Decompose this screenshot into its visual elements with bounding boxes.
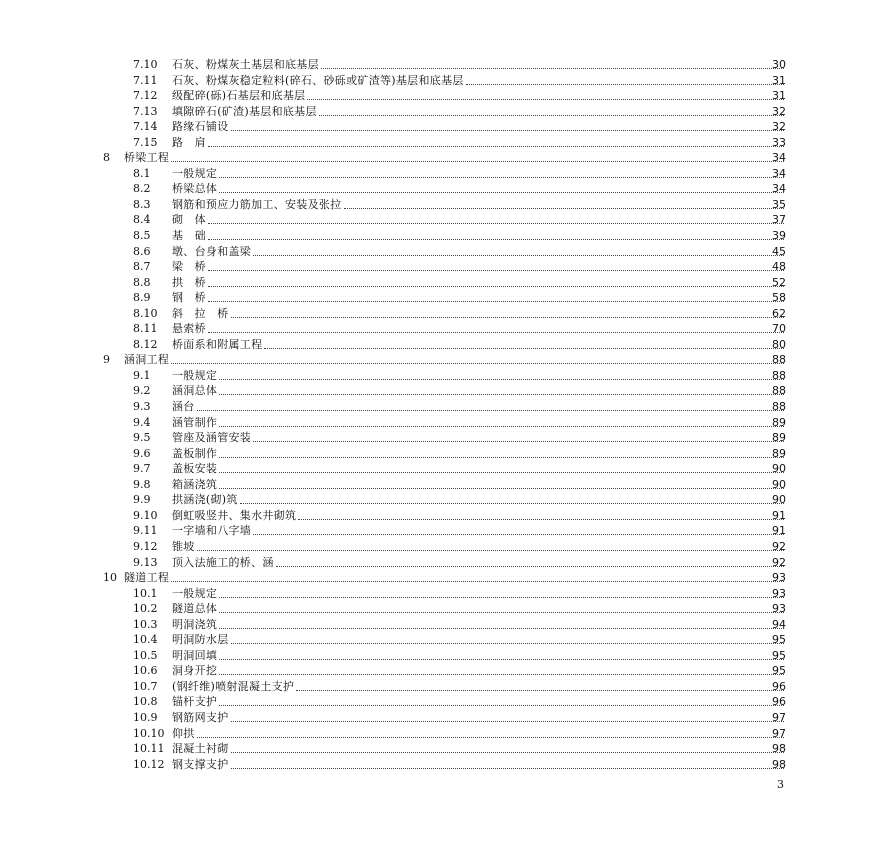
toc-dot-leader: [321, 68, 784, 69]
toc-entry-number: 10.7: [133, 679, 158, 693]
toc-entry-title: 混凝土衬砌: [172, 742, 229, 756]
toc-section-row[interactable]: [0, 57, 870, 73]
toc-dot-leader: [219, 394, 784, 395]
toc-section-row[interactable]: [0, 181, 870, 197]
toc-entry-page: 34: [772, 151, 786, 165]
toc-dot-leader: [319, 115, 784, 116]
toc-entry-number: 7.11: [133, 73, 158, 87]
toc-section-row[interactable]: [0, 306, 870, 322]
toc-section-row[interactable]: [0, 275, 870, 291]
toc-dot-leader: [171, 161, 784, 162]
toc-dot-leader: [219, 192, 784, 193]
toc-entry-number: 7.10: [133, 58, 158, 71]
toc-section-row[interactable]: [0, 477, 870, 493]
toc-entry-title: 明洞防水层: [172, 633, 229, 647]
toc-dot-leader: [208, 332, 784, 333]
toc-entry-title: 隧道工程: [124, 571, 170, 585]
toc-dot-leader: [466, 84, 784, 85]
toc-entry-page: 96: [772, 695, 786, 709]
toc-entry-number: 9.8: [133, 477, 151, 491]
toc-entry-page: 62: [772, 306, 786, 320]
toc-section-row[interactable]: [0, 415, 870, 431]
toc-entry-page: 91: [772, 508, 786, 522]
toc-entry-page: 90: [772, 477, 786, 491]
toc-entry-title: 涵洞工程: [124, 353, 170, 367]
toc-entry-number: 8.12: [133, 337, 158, 351]
toc-section-row[interactable]: [0, 446, 870, 462]
toc-entry-title: 路 肩: [172, 135, 206, 149]
toc-entry-number: 10.5: [133, 648, 158, 662]
toc-entry-number: 7.15: [133, 135, 158, 149]
toc-section-row[interactable]: [0, 492, 870, 508]
toc-entry-title: 钢支撑支护: [172, 757, 229, 771]
toc-entry-title: 箱涵浇筑: [172, 477, 218, 491]
toc-entry-title: 墩、台身和盖梁: [172, 244, 252, 258]
toc-section-row[interactable]: [0, 197, 870, 213]
toc-dot-leader: [219, 705, 784, 706]
toc-entry-page: 96: [772, 679, 786, 693]
toc-entry-page: 88: [772, 400, 786, 414]
toc-dot-leader: [264, 348, 784, 349]
toc-entry-title: 一般规定: [172, 368, 218, 382]
toc-entry-page: 32: [772, 120, 786, 134]
toc-entry-page: 93: [772, 586, 786, 600]
toc-entry-title: 一般规定: [172, 166, 218, 180]
toc-entry-number: 8.2: [133, 182, 151, 196]
toc-entry-number: 10.4: [133, 633, 158, 647]
toc-entry-title: 石灰、粉煤灰稳定粒料(碎石、砂砾或矿渣等)基层和底基层: [172, 73, 464, 87]
toc-entry-number: 9: [103, 353, 110, 367]
toc-dot-leader: [208, 270, 784, 271]
toc-dot-leader: [240, 503, 784, 504]
toc-entry-number: 10.8: [133, 695, 158, 709]
toc-entry-page: 80: [772, 337, 786, 351]
toc-entry-page: 89: [772, 431, 786, 445]
toc-dot-leader: [219, 674, 784, 675]
toc-entry-page: 88: [772, 353, 786, 367]
toc-entry-page: 88: [772, 384, 786, 398]
toc-section-row[interactable]: [0, 539, 870, 555]
toc-entry-number: 9.2: [133, 384, 151, 398]
toc-entry-number: 9.4: [133, 415, 151, 429]
toc-dot-leader: [219, 612, 784, 613]
toc-entry-title: 一字墙和八字墙: [172, 524, 252, 538]
toc-entry-number: 9.12: [133, 539, 158, 553]
toc-section-row[interactable]: [0, 383, 870, 399]
toc-entry-number: 10.12: [133, 757, 165, 771]
toc-section-row[interactable]: [0, 135, 870, 151]
toc-dot-leader: [276, 566, 784, 567]
toc-chapter-row[interactable]: [0, 352, 870, 368]
toc-entry-title: 斜 拉 桥: [172, 306, 229, 320]
toc-entry-number: 10.2: [133, 602, 158, 616]
toc-dot-leader: [231, 643, 784, 644]
toc-entry-title: 填隙碎石(矿渣)基层和底基层: [172, 104, 317, 118]
toc-entry-number: 9.10: [133, 508, 158, 522]
toc-entry-number: 9.1: [133, 368, 151, 382]
toc-entry-number: 9.13: [133, 555, 158, 569]
toc-dot-leader: [253, 255, 784, 256]
toc-entry-title: 级配碎(砾)石基层和底基层: [172, 89, 306, 103]
toc-dot-leader: [231, 768, 784, 769]
toc-entry-title: 一般规定: [172, 586, 218, 600]
toc-dot-leader: [296, 690, 784, 691]
toc-section-row[interactable]: [0, 663, 870, 679]
toc-entry-title: 石灰、粉煤灰土基层和底基层: [172, 58, 319, 71]
toc-entry-page: 93: [772, 571, 786, 585]
toc-entry-number: 10.9: [133, 710, 158, 724]
toc-section-row[interactable]: [0, 555, 870, 571]
toc-entry-page: 94: [772, 617, 786, 631]
toc-dot-leader: [219, 379, 784, 380]
toc-entry-page: 95: [772, 633, 786, 647]
toc-entry-number: 8.8: [133, 275, 151, 289]
toc-entry-number: 8.3: [133, 197, 151, 211]
toc-section-row[interactable]: [0, 508, 870, 524]
toc-entry-page: 97: [772, 710, 786, 724]
toc-entry-page: 37: [772, 213, 786, 227]
toc-entry-number: 9.5: [133, 431, 151, 445]
toc-entry-title: (钢纤维)喷射混凝土支护: [172, 679, 295, 693]
toc-entry-page: 98: [772, 742, 786, 756]
toc-entry-title: 基 础: [172, 229, 206, 243]
toc-entry-title: 拱 桥: [172, 275, 206, 289]
toc-section-row[interactable]: [0, 119, 870, 135]
toc-section-row[interactable]: [0, 430, 870, 446]
page-number: 3: [777, 778, 784, 791]
toc-entry-page: 58: [772, 291, 786, 305]
toc-entry-title: 路缘石铺设: [172, 120, 229, 134]
toc-chapter-row[interactable]: [0, 570, 870, 586]
toc-entry-page: 70: [772, 322, 786, 336]
toc-entry-page: 31: [772, 73, 786, 87]
toc-entry-title: 拱涵浇(砌)筑: [172, 493, 238, 507]
toc-entry-title: 涵洞总体: [172, 384, 218, 398]
toc-dot-leader: [231, 721, 784, 722]
toc-entry-page: 32: [772, 104, 786, 118]
toc-dot-leader: [253, 534, 784, 535]
toc-dot-leader: [219, 628, 784, 629]
toc-entry-title: 悬索桥: [172, 322, 206, 336]
toc-dot-leader: [208, 223, 784, 224]
toc-section-row[interactable]: [0, 632, 870, 648]
toc-dot-leader: [208, 301, 784, 302]
toc-dot-leader: [231, 752, 784, 753]
toc-entry-title: 明洞回填: [172, 648, 218, 662]
toc-entry-page: 45: [772, 244, 786, 258]
toc-entry-title: 钢 桥: [172, 291, 206, 305]
toc-dot-leader: [208, 286, 784, 287]
toc-entry-number: 8.6: [133, 244, 151, 258]
toc-section-row[interactable]: [0, 166, 870, 182]
toc-entry-page: 95: [772, 664, 786, 678]
toc-entry-title: 梁 桥: [172, 260, 206, 274]
toc-entry-title: 顶入法施工的桥、涵: [172, 555, 274, 569]
toc-entry-title: 砌 体: [172, 213, 206, 227]
toc-entry-page: 33: [772, 135, 786, 149]
toc-entry-number: 10.10: [133, 726, 165, 740]
toc-section-row[interactable]: [0, 244, 870, 260]
toc-entry-page: 97: [772, 726, 786, 740]
toc-entry-number: 9.9: [133, 493, 151, 507]
toc-section-row[interactable]: [0, 399, 870, 415]
toc-section-row[interactable]: [0, 104, 870, 120]
toc-section-row[interactable]: [0, 228, 870, 244]
toc-entry-title: 倒虹吸竖井、集水井砌筑: [172, 508, 297, 522]
toc-dot-leader: [171, 581, 784, 582]
toc-entry-page: 90: [772, 462, 786, 476]
toc-entry-number: 8.7: [133, 260, 151, 274]
toc-section-row[interactable]: [0, 694, 870, 710]
toc-entry-page: 34: [772, 182, 786, 196]
toc-entry-title: 盖板制作: [172, 446, 218, 460]
toc-entry-page: 92: [772, 539, 786, 553]
toc-entry-title: 涵台: [172, 400, 195, 414]
toc-section-row[interactable]: [0, 601, 870, 617]
toc-section-row[interactable]: [0, 461, 870, 477]
toc-entry-title: 涵管制作: [172, 415, 218, 429]
toc-dot-leader: [219, 457, 784, 458]
toc-entry-number: 9.11: [133, 524, 158, 538]
toc-entry-number: 7.14: [133, 120, 158, 134]
toc-entry-page: 89: [772, 446, 786, 460]
toc-entry-page: 31: [772, 89, 786, 103]
toc-entry-number: 10: [103, 571, 117, 585]
toc-entry-page: 91: [772, 524, 786, 538]
toc-dot-leader: [253, 441, 784, 442]
toc-entry-title: 锚杆支护: [172, 695, 218, 709]
toc-entry-number: 8.5: [133, 229, 151, 243]
toc-section-row[interactable]: [0, 337, 870, 353]
toc-entry-number: 8.10: [133, 306, 158, 320]
toc-entry-number: 8.9: [133, 291, 151, 305]
toc-section-row[interactable]: [0, 741, 870, 757]
toc-dot-leader: [219, 472, 784, 473]
toc-dot-leader: [219, 426, 784, 427]
toc-entry-title: 隧道总体: [172, 602, 218, 616]
toc-section-row[interactable]: [0, 523, 870, 539]
toc-section-row[interactable]: [0, 259, 870, 275]
toc-entry-number: 8.4: [133, 213, 151, 227]
toc-dot-leader: [219, 597, 784, 598]
toc-entry-page: 48: [772, 260, 786, 274]
toc-entry-page: 35: [772, 197, 786, 211]
toc-entry-number: 9.7: [133, 462, 151, 476]
toc-entry-title: 锥坡: [172, 539, 195, 553]
toc-dot-leader: [219, 659, 784, 660]
toc-entry-page: 34: [772, 166, 786, 180]
toc-entry-page: 95: [772, 648, 786, 662]
toc-dot-leader: [231, 130, 784, 131]
toc-entry-page: 93: [772, 602, 786, 616]
toc-dot-leader: [197, 410, 784, 411]
toc-section-row[interactable]: [0, 212, 870, 228]
toc-dot-leader: [171, 363, 784, 364]
toc-dot-leader: [197, 737, 784, 738]
toc-section-row[interactable]: [0, 648, 870, 664]
toc-section-row[interactable]: [0, 290, 870, 306]
toc-entry-title: 桥梁工程: [124, 151, 170, 165]
toc-section-row[interactable]: [0, 617, 870, 633]
toc-entry-title: 盖板安装: [172, 462, 218, 476]
toc-entry-number: 8: [103, 151, 110, 165]
toc-entry-page: 89: [772, 415, 786, 429]
toc-chapter-row[interactable]: [0, 150, 870, 166]
toc-entry-page: 92: [772, 555, 786, 569]
toc-section-row[interactable]: [0, 679, 870, 695]
toc-dot-leader: [298, 519, 784, 520]
toc-section-row[interactable]: [0, 586, 870, 602]
toc-entry-number: 9.6: [133, 446, 151, 460]
toc-entry-page: 39: [772, 229, 786, 243]
toc-section-row[interactable]: [0, 710, 870, 726]
toc-entry-title: 洞身开挖: [172, 664, 218, 678]
toc-dot-leader: [231, 317, 784, 318]
toc-dot-leader: [208, 146, 784, 147]
toc-entry-page: 90: [772, 493, 786, 507]
toc-entry-number: 8.11: [133, 322, 158, 336]
toc-section-row[interactable]: [0, 73, 870, 89]
toc-entry-number: 10.3: [133, 617, 158, 631]
toc-entry-number: 8.1: [133, 166, 151, 180]
toc-entry-number: 10.11: [133, 742, 165, 756]
toc-entry-page: 98: [772, 757, 786, 771]
toc-entry-title: 桥梁总体: [172, 182, 218, 196]
toc-dot-leader: [307, 99, 784, 100]
toc-section-row[interactable]: [0, 757, 870, 773]
toc-entry-number: 9.3: [133, 400, 151, 414]
toc-entry-page: 30: [772, 58, 786, 71]
toc-dot-leader: [219, 488, 784, 489]
table-of-contents: [0, 57, 870, 772]
toc-section-row[interactable]: [0, 726, 870, 742]
toc-entry-title: 明洞浇筑: [172, 617, 218, 631]
toc-dot-leader: [197, 550, 784, 551]
toc-entry-title: 管座及涵管安装: [172, 431, 252, 445]
toc-entry-title: 桥面系和附属工程: [172, 337, 263, 351]
toc-section-row[interactable]: [0, 321, 870, 337]
toc-entry-page: 88: [772, 368, 786, 382]
toc-entry-number: 10.6: [133, 664, 158, 678]
toc-entry-number: 7.12: [133, 89, 158, 103]
toc-dot-leader: [219, 177, 784, 178]
toc-entry-title: 钢筋和预应力筋加工、安装及张拉: [172, 197, 342, 211]
toc-entry-title: 仰拱: [172, 726, 195, 740]
toc-dot-leader: [208, 239, 784, 240]
toc-section-row[interactable]: [0, 88, 870, 104]
toc-dot-leader: [344, 208, 784, 209]
toc-entry-page: 52: [772, 275, 786, 289]
toc-entry-title: 钢筋网支护: [172, 710, 229, 724]
toc-entry-number: 7.13: [133, 104, 158, 118]
toc-section-row[interactable]: [0, 368, 870, 384]
toc-entry-number: 10.1: [133, 586, 158, 600]
